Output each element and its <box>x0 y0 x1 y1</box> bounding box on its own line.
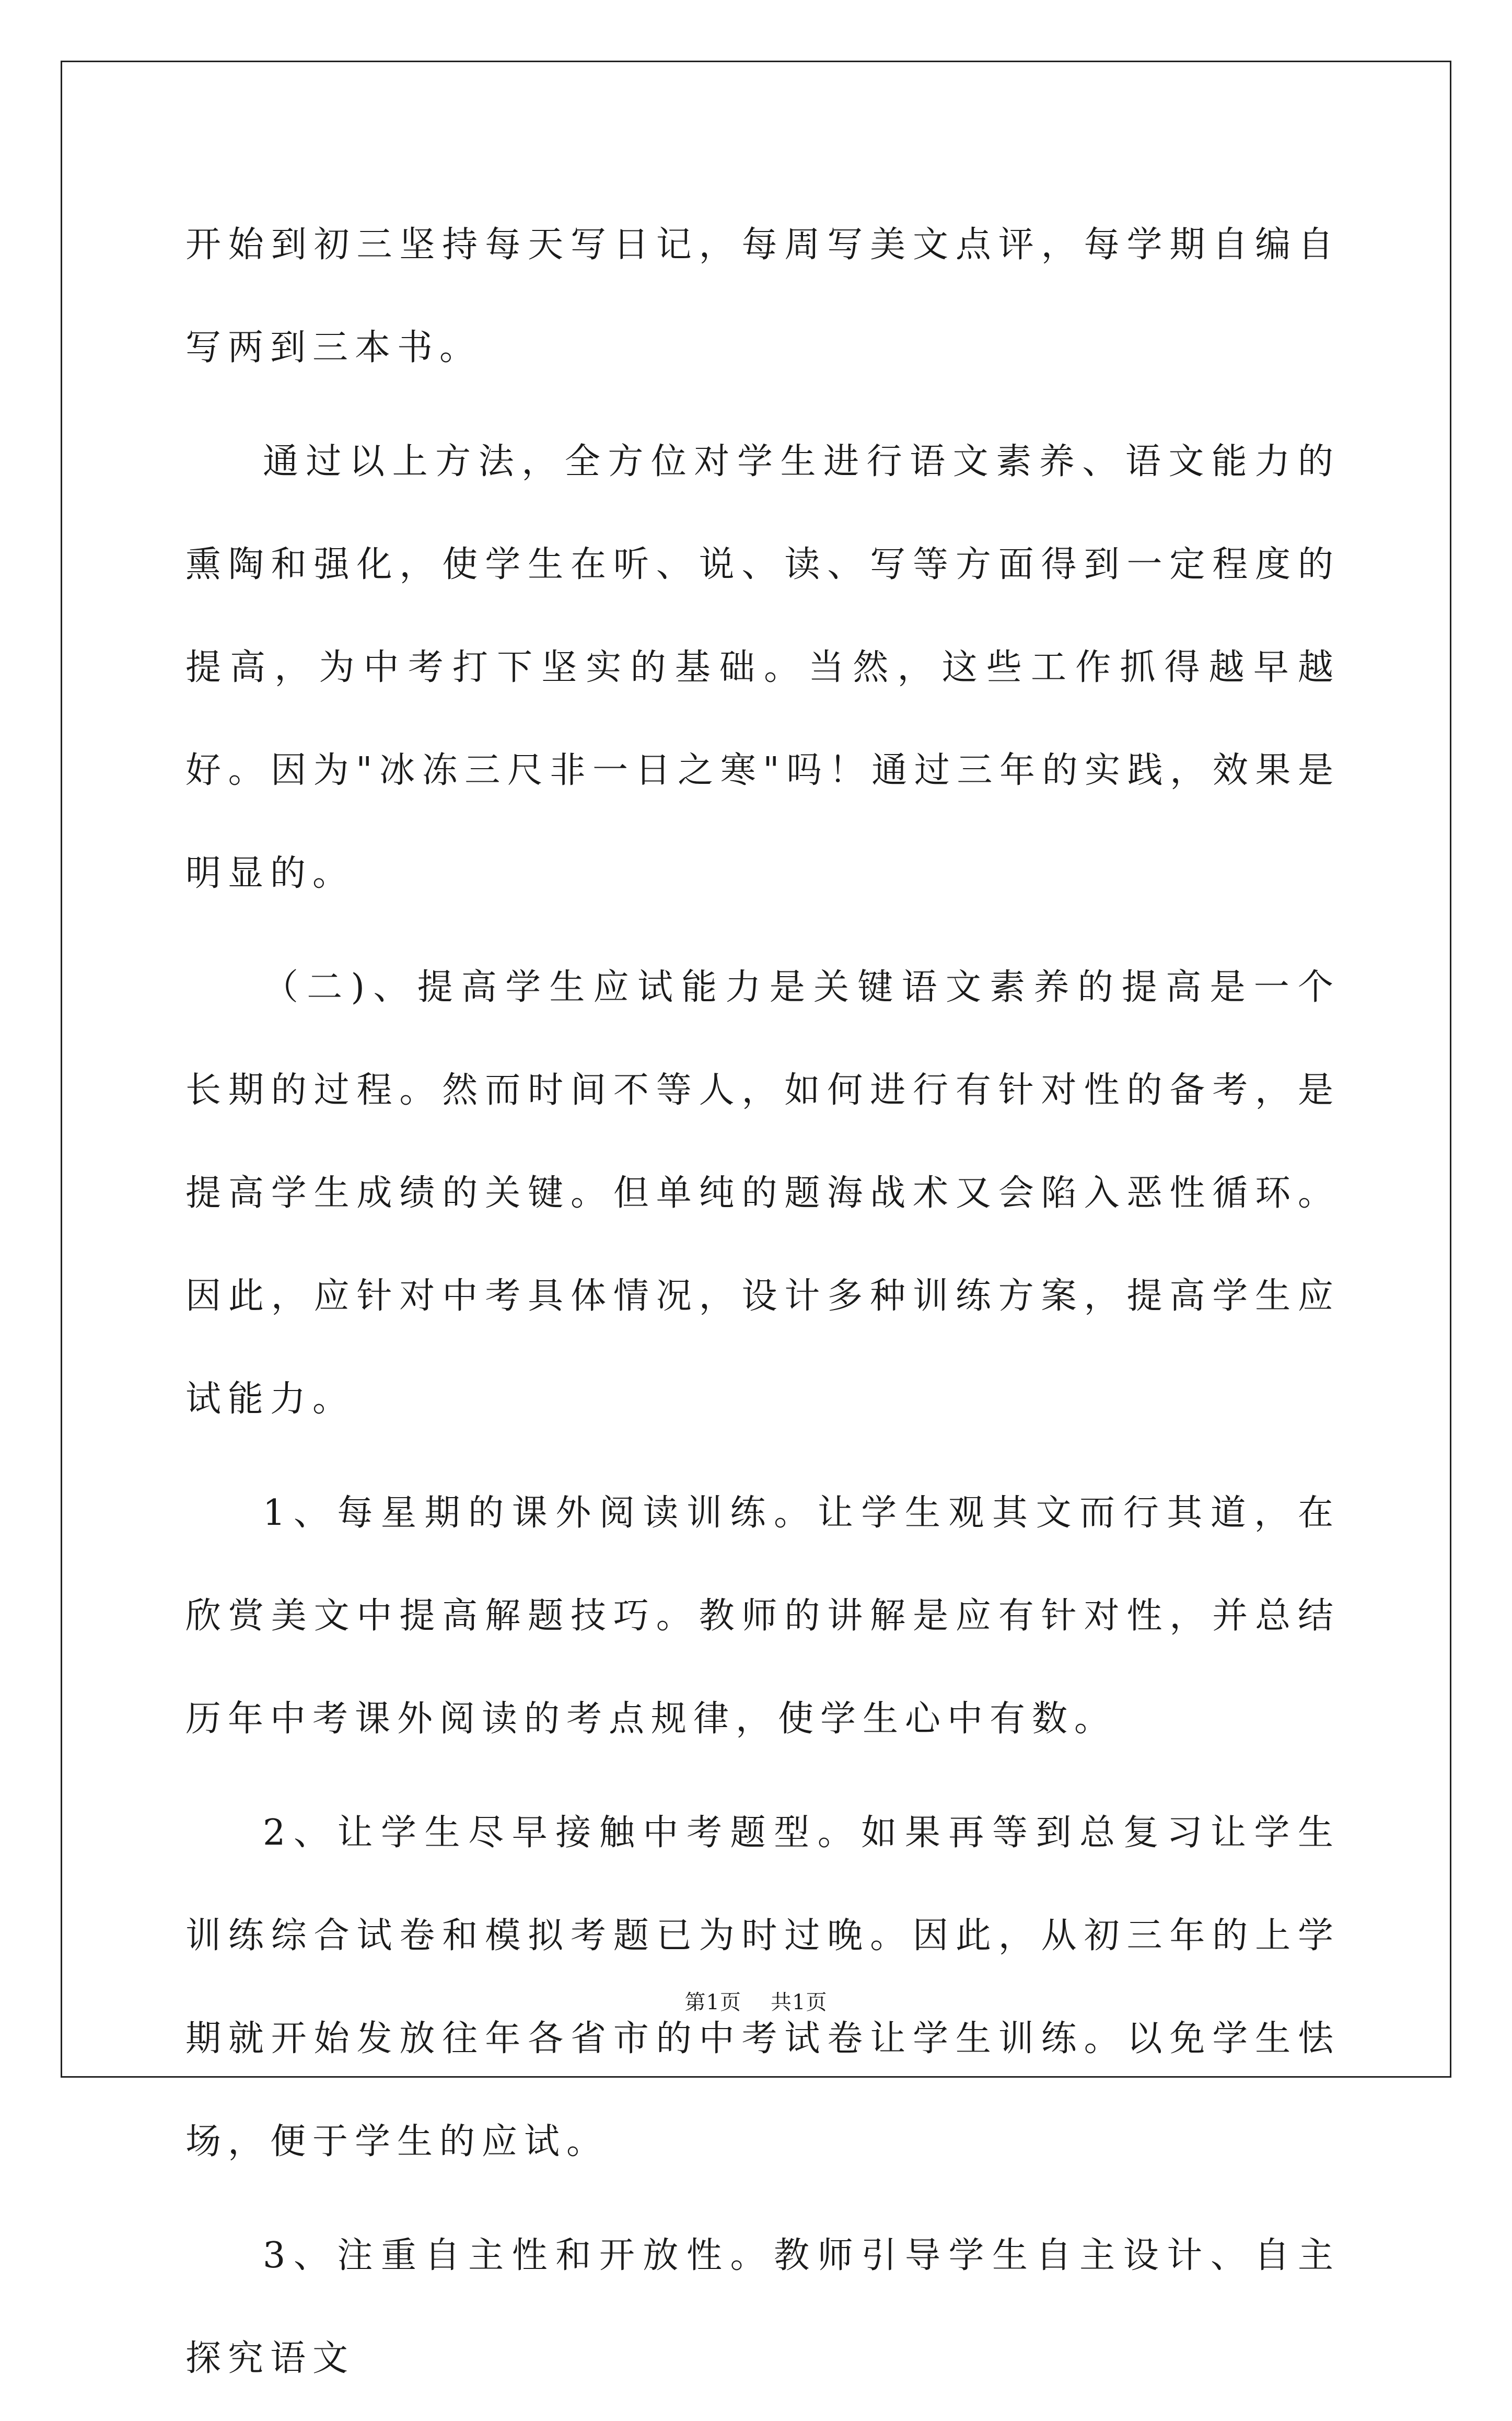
document-body <box>185 193 1340 2421</box>
paragraph-1: 开始到初三坚持每天写日记，每周写美文点评，每学期自编自写两到三本书。 <box>185 224 1340 368</box>
paragraph-6: 3、注重自主性和开放性。教师引导学生自主设计、自主探究语文 <box>185 2235 1340 2379</box>
page-number: 第1页 <box>684 1990 741 2014</box>
paragraph-2: 通过以上方法，全方位对学生进行语文素养、语文能力的熏陶和强化，使学生在听、说、读、写等方面得到一定程度的提高，为中考打下坚实的基础。当然，这些工作抓得越早越好。因为"冰冻三尺非一日之寒"吗！通过三年的实践，效果是明显的。 <box>185 441 1340 894</box>
page-total: 共1页 <box>771 1990 828 2014</box>
paragraph-5: 2、让学生尽早接触中考题型。如果再等到总复习让学生训练综合试卷和模拟考题已为时过晚。因此，从初三年的上学期就开始发放往年各省市的中考试卷让学生训练。以免学生怯场，便于学生的应试。 <box>185 1812 1340 2162</box>
paragraph-3: （二)、提高学生应试能力是关键语文素养的提高是一个长期的过程。然而时间不等人，如何进行有针对性的备考，是提高学生成绩的关键。但单纯的题海战术又会陷入恶性循环。因此，应针对中考具体情况，设计多种训练方案，提高学生应试能力。 <box>185 967 1340 1420</box>
paragraph-4: 1、每星期的课外阅读训练。让学生观其文而行其道，在欣赏美文中提高解题技巧。教师的讲解是应有针对性，并总结历年中考课外阅读的考点规律，使学生心中有数。 <box>185 1492 1340 1740</box>
page-footer <box>0 1986 1512 2015</box>
